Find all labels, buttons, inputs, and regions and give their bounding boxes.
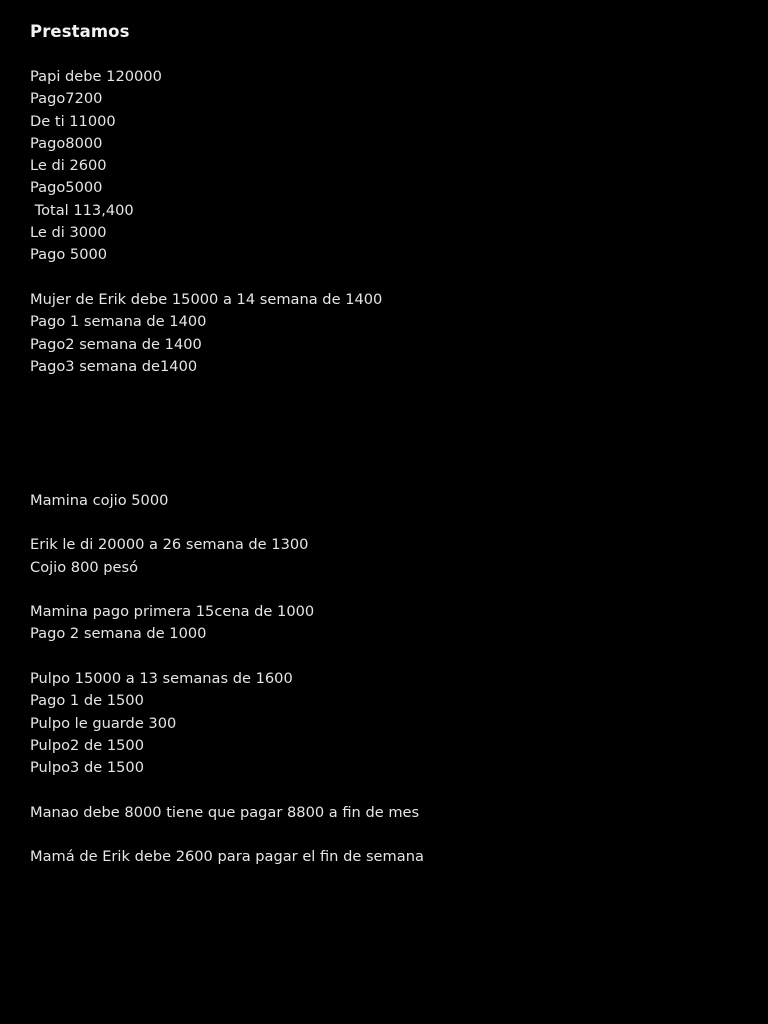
- note-line[interactable]: [30, 445, 750, 467]
- note-line[interactable]: Pago2 semana de 1400: [30, 335, 202, 353]
- note-line[interactable]: Le di 2600: [30, 157, 107, 175]
- note-line[interactable]: Pago7200: [30, 90, 103, 108]
- note-line[interactable]: Pulpo 15000 a 13 semanas de 1600: [30, 670, 293, 688]
- note-line[interactable]: Le di 3000: [30, 224, 107, 242]
- note-line[interactable]: [30, 824, 750, 846]
- note-line[interactable]: Pulpo2 de 1500: [30, 736, 144, 754]
- note-line[interactable]: Pago5000: [30, 179, 103, 197]
- note-line[interactable]: Pago 1 de 1500: [30, 692, 144, 710]
- note-line[interactable]: Manao debe 8000 tiene que pagar 8800 a fin de mes: [30, 803, 420, 821]
- note-line[interactable]: Pago 1 semana de 1400: [30, 313, 207, 331]
- note-line[interactable]: Mamá de Erik debe 2600 para pagar el fin de semana: [30, 848, 424, 866]
- note-line[interactable]: Pago 2 semana de 1000: [30, 625, 207, 643]
- note-line[interactable]: Pago8000: [30, 134, 103, 152]
- note-title[interactable]: Prestamos: [30, 22, 130, 41]
- note-line[interactable]: Erik le di 20000 a 26 semana de 1300: [30, 536, 309, 554]
- note-line[interactable]: [30, 512, 750, 534]
- note-line[interactable]: Mamina pago primera 15cena de 1000: [30, 603, 315, 621]
- note-line[interactable]: [30, 378, 750, 400]
- note-body[interactable]: [30, 20, 750, 869]
- note-line[interactable]: [30, 267, 750, 289]
- note-line[interactable]: [30, 467, 750, 489]
- note-line[interactable]: [30, 400, 750, 422]
- note-line[interactable]: [30, 780, 750, 802]
- note-line[interactable]: Pago 5000: [30, 246, 108, 264]
- note-line[interactable]: Pago3 semana de1400: [30, 357, 198, 375]
- note-line[interactable]: Cojio 800 pesó: [30, 558, 139, 576]
- note-line[interactable]: Mujer de Erik debe 15000 a 14 semana de 1400: [30, 290, 383, 308]
- note-line[interactable]: Pulpo le guarde 300: [30, 714, 177, 732]
- note-line[interactable]: Mamina cojio 5000: [30, 491, 169, 509]
- note-line[interactable]: [30, 646, 750, 668]
- note-line[interactable]: Papi debe 120000: [30, 68, 162, 85]
- note-line[interactable]: [30, 579, 750, 601]
- note-line[interactable]: [30, 423, 750, 445]
- note-line[interactable]: Pulpo3 de 1500: [30, 759, 144, 777]
- note-line[interactable]: Total 113,400: [30, 201, 134, 219]
- note-line[interactable]: De ti 11000: [30, 112, 116, 130]
